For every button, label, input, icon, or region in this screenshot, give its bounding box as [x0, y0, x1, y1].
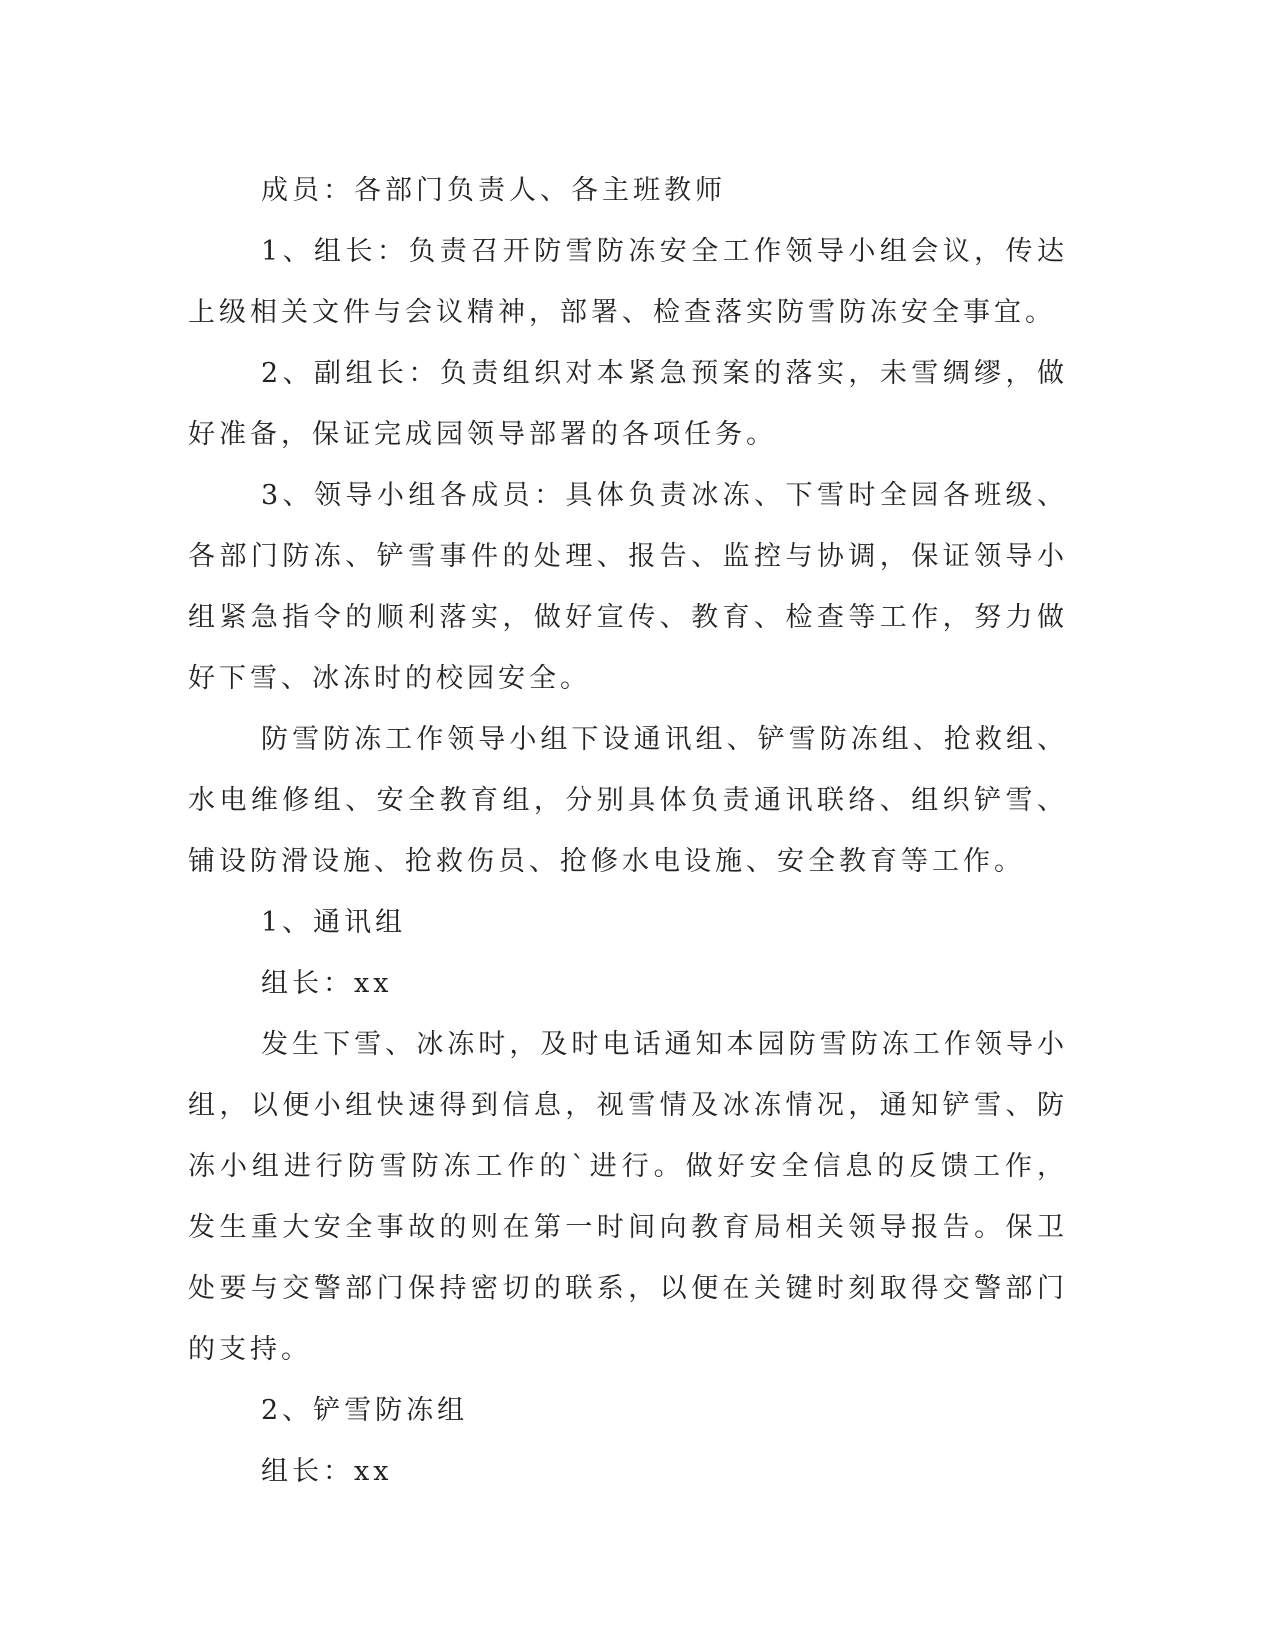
paragraph-communication-duty: 发生下雪、冰冻时，及时电话通知本园防雪防冻工作领导小组，以便小组快速得到信息，视雪情及冰冻情况，通知铲雪、防冻小组进行防雪防冻工作的`进行。做好安全信息的反馈工作，发生重大安全事故的则在第一时间向教育局相关领导报告。保卫处要与交警部门保持密切的联系，以便在关键时刻取得交警部门的支持。 — [188, 1029, 1068, 1365]
paragraph-group-members-duty: 3、领导小组各成员：具体负责冰冻、下雪时全园各班级、各部门防冻、铲雪事件的处理、报告、监控与协调，保证领导小组紧急指令的顺利落实，做好宣传、教育、检查等工作，努力做好下雪、冰冻时的校园安全。 — [188, 480, 1068, 694]
communication-group-leader: 组长：xx — [261, 968, 393, 999]
paragraph-deputy-leader-duty: 2、副组长：负责组织对本紧急预案的落实，未雪绸缪，做好准备，保证完成园领导部署的各项任务。 — [188, 358, 1068, 450]
snow-removal-group-leader: 组长：xx — [261, 1456, 393, 1487]
paragraph-members: 成员：各部门负责人、各主班教师 — [261, 175, 726, 206]
document-body — [188, 160, 1068, 1502]
paragraph-subgroups-overview: 防雪防冻工作领导小组下设通讯组、铲雪防冻组、抢救组、水电维修组、安全教育组，分别具体负责通讯联络、组织铲雪、铺设防滑设施、抢救伤员、抢修水电设施、安全教育等工作。 — [188, 724, 1068, 877]
heading-communication-group: 1、通讯组 — [261, 907, 407, 938]
heading-snow-removal-group: 2、铲雪防冻组 — [261, 1395, 469, 1426]
paragraph-leader-duty: 1、组长：负责召开防雪防冻安全工作领导小组会议，传达上级相关文件与会议精神，部署、检查落实防雪防冻安全事宜。 — [188, 236, 1068, 328]
